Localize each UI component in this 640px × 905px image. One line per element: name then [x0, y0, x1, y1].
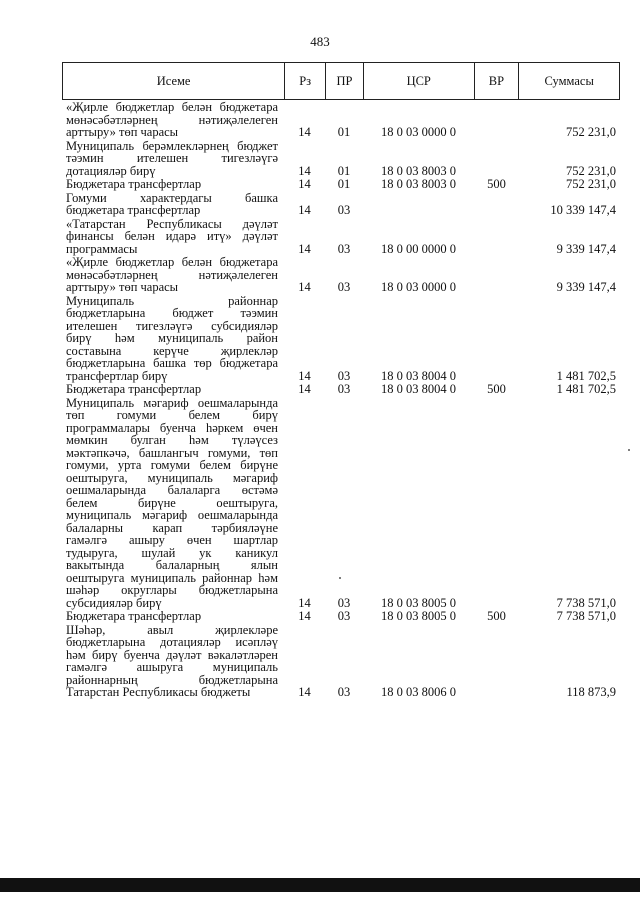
- row-name-line: белем бирүне оештыруга,: [66, 495, 278, 510]
- row-name-line: Татарстан Республикасы бюджеты: [66, 685, 251, 699]
- row-name-line: оешмаларында балаларга өстәмә: [66, 483, 278, 497]
- row-name-line: төп гомуми белем бирү: [66, 408, 278, 422]
- row-name-line: Муниципаль берәмлекләрнең бюджет: [66, 138, 278, 153]
- row-name-line: Бюджетара трансфертлар: [66, 609, 202, 623]
- row-name-line: Бюджетара трансфертлар: [66, 382, 202, 396]
- row-vr: 500: [487, 609, 506, 623]
- row-name-line: «Җирле бюджетлар белән бюджетара: [66, 100, 278, 114]
- row-name-line: бюджетларына башка төр бюджетара: [66, 356, 278, 370]
- row-pr: 03: [337, 595, 351, 610]
- row-rz: 14: [298, 177, 311, 191]
- table-row: [62, 256, 620, 294]
- row-pr: 01: [337, 125, 351, 139]
- row-sum: 1 481 702,5: [556, 368, 616, 383]
- row-name-line: трансфертлар бирү: [66, 368, 168, 383]
- table-row: [62, 218, 620, 256]
- row-pr: 03: [337, 382, 351, 396]
- row-name-line: гамәлгә ашыру өчен шартлар: [66, 533, 278, 547]
- row-sum: 7 738 571,0: [556, 609, 616, 623]
- row-pr: 01: [337, 163, 351, 178]
- row-pr: 01: [337, 177, 351, 191]
- row-sum: 752 231,0: [566, 125, 616, 139]
- row-name: [62, 101, 284, 139]
- row-rz: 14: [298, 685, 311, 699]
- row-name-line: мөнәсәбәтләрнең нәтиҗәлелеген: [66, 267, 278, 282]
- row-name: [62, 140, 284, 178]
- table-header: [62, 62, 620, 100]
- header-pr: ПР: [325, 63, 363, 99]
- row-name-line: бюджетларына дотацияләр исәпләү: [66, 635, 278, 649]
- row-name-line: бюджетларына бюджет тәэмин: [66, 306, 278, 320]
- row-name: [62, 383, 284, 396]
- row-rz: 14: [298, 382, 311, 396]
- row-name-line: мөнәсәбәтләрнең нәтиҗәлелеген: [66, 112, 278, 127]
- row-name-line: Шәһәр, авыл җирлекләре: [66, 622, 278, 637]
- scan-bottom-edge: [0, 878, 640, 892]
- row-name-line: тәэмин ителешен тигезләүгә: [66, 151, 278, 165]
- header-name: Исеме: [156, 73, 191, 88]
- header-rz: Рз: [284, 63, 325, 99]
- row-csr: 18 0 03 8005 0: [381, 595, 456, 610]
- row-sum: 752 231,0: [566, 177, 616, 191]
- header-sum: Суммасы: [518, 63, 619, 99]
- row-name-line: Муниципаль мәгариф оешмаларында: [66, 395, 278, 410]
- table-row: [62, 295, 620, 383]
- row-name-line: оештыруга муниципаль районнар һәм: [66, 570, 278, 585]
- row-name: [62, 256, 284, 294]
- table-row: [62, 383, 620, 396]
- row-csr: 18 0 03 8003 0: [381, 163, 456, 178]
- table-row: [62, 192, 620, 217]
- header-csr: ЦСР: [363, 63, 474, 99]
- row-name: [62, 192, 284, 217]
- row-vr: 500: [487, 177, 506, 191]
- row-name-line: Гомуми характердагы башка: [66, 190, 278, 205]
- scan-speck: [628, 449, 630, 451]
- row-name-line: муниципаль мәгариф оешмаларында: [66, 508, 278, 522]
- row-name-line: вакытында балаларның ялын: [66, 558, 278, 572]
- row-name-line: составына керүче җирлекләр: [66, 343, 278, 358]
- row-name-line: гомуми, урта гомуми белем бирүне: [66, 458, 278, 472]
- row-name-line: программасы: [66, 241, 138, 256]
- row-rz: 14: [298, 241, 311, 256]
- row-csr: 18 0 03 8004 0: [381, 382, 456, 396]
- row-name-line: тудыруга, шулай ук каникул: [66, 545, 278, 560]
- table-row: [62, 178, 620, 191]
- page-number: 483: [310, 34, 330, 49]
- row-pr: 03: [337, 609, 351, 623]
- row-sum: 10 339 147,4: [550, 203, 616, 217]
- row-name-line: оештыруга, муниципаль мәгариф: [66, 470, 278, 485]
- row-name: [62, 218, 284, 256]
- row-name-line: гамәлгә ашыруга муниципаль: [66, 660, 278, 674]
- row-sum: 9 339 147,4: [556, 241, 616, 256]
- table-row: [62, 397, 620, 610]
- row-name-line: балаларны карап тәрбияләүне: [66, 520, 278, 535]
- row-name: [62, 397, 284, 610]
- budget-table-body: [62, 101, 620, 700]
- row-name: [62, 295, 284, 383]
- row-name-line: шәһәр округлары бюджетларына: [66, 583, 278, 597]
- row-csr: 18 0 03 8004 0: [381, 368, 456, 383]
- row-name-line: арттыру» төп чарасы: [66, 125, 179, 139]
- row-name: [62, 178, 284, 191]
- row-name-line: «Җирле бюджетлар белән бюджетара: [66, 255, 278, 269]
- row-name-line: финансы белән идарә итү» дәүләт: [66, 229, 278, 243]
- row-pr: 03: [337, 203, 351, 217]
- row-sum: 752 231,0: [566, 163, 616, 178]
- row-name-line: субсидияләр бирү: [66, 595, 162, 610]
- row-name-line: бирү һәм муниципаль район: [66, 331, 278, 345]
- row-csr: 18 0 03 8005 0: [381, 609, 456, 623]
- row-name: [62, 624, 284, 699]
- row-name-line: арттыру» төп чарасы: [66, 280, 179, 294]
- row-csr: 18 0 00 0000 0: [381, 241, 456, 256]
- row-rz: 14: [298, 595, 311, 610]
- row-name-line: мөмкин булган һәм түләүсез: [66, 433, 278, 447]
- row-name-line: ителешен тигезләүгә субсидияләр: [66, 318, 278, 333]
- row-name-line: программалары буенча һәркем өчен: [66, 420, 278, 435]
- header-vr: ВР: [474, 63, 519, 99]
- row-rz: 14: [298, 609, 311, 623]
- row-name-line: Бюджетара трансфертлар: [66, 177, 202, 191]
- row-csr: 18 0 03 0000 0: [381, 125, 456, 139]
- row-rz: 14: [298, 163, 311, 178]
- row-csr: 18 0 03 8006 0: [381, 685, 456, 699]
- row-sum: 7 738 571,0: [556, 595, 616, 610]
- row-sum: 118 873,9: [566, 685, 616, 699]
- row-csr: 18 0 03 0000 0: [381, 280, 456, 294]
- row-name-line: дотацияләр бирү: [66, 163, 156, 178]
- row-name-line: бюджетара трансфертлар: [66, 203, 201, 217]
- row-name: [62, 610, 284, 623]
- table-row: [62, 101, 620, 139]
- table-row: [62, 624, 620, 699]
- row-name-line: Муниципаль районнар: [66, 293, 278, 308]
- row-sum: 1 481 702,5: [556, 382, 616, 396]
- row-pr: 03: [337, 685, 351, 699]
- row-pr: 03: [337, 368, 351, 383]
- row-rz: 14: [298, 280, 311, 294]
- row-name-line: мәктәпкәчә, башлангыч гомуми, төп: [66, 445, 278, 460]
- row-sum: 9 339 147,4: [556, 280, 616, 294]
- row-rz: 14: [298, 203, 311, 217]
- row-pr: 03: [337, 280, 351, 294]
- row-name-line: һәм бирү буенча дәүләт вәкаләтләрен: [66, 647, 278, 662]
- row-name-line: районнарның бюджетларына: [66, 672, 278, 687]
- row-name-line: «Татарстан Республикасы дәүләт: [66, 216, 278, 231]
- row-pr: 03: [337, 241, 351, 256]
- scan-speck: [339, 577, 341, 579]
- row-rz: 14: [298, 368, 311, 383]
- table-row: [62, 610, 620, 623]
- row-vr: 500: [487, 382, 506, 396]
- table-row: [62, 140, 620, 178]
- row-csr: 18 0 03 8003 0: [381, 177, 456, 191]
- row-rz: 14: [298, 125, 311, 139]
